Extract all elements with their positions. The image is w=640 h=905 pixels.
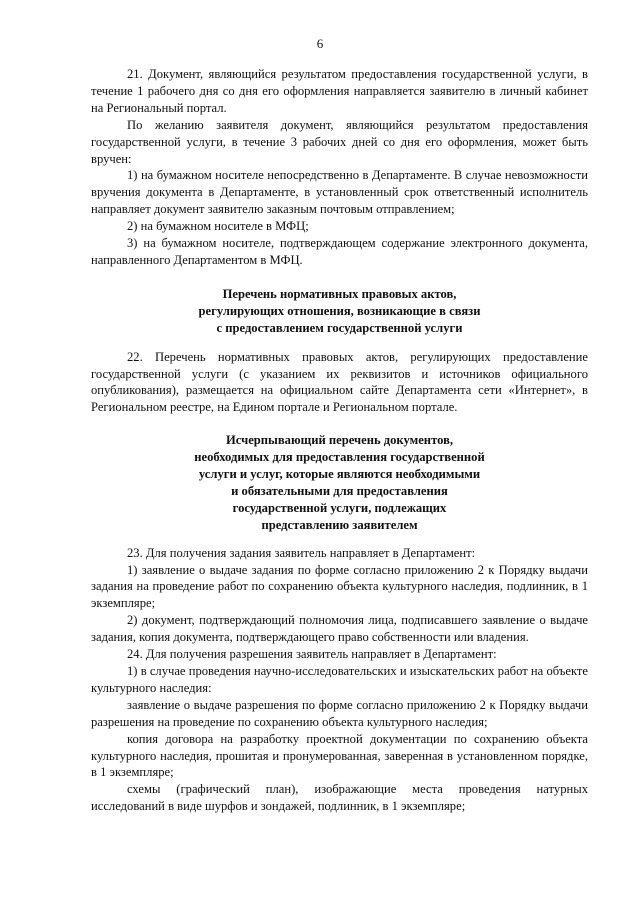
heading-line: регулирующих отношения, возникающие в связи <box>198 303 481 318</box>
list-item-3: 3) на бумажном носителе, подтверждающем содержание электронного документа, направленного Департаментом в МФЦ. <box>91 236 588 267</box>
heading-line: Исчерпывающий перечень документов, <box>225 433 454 448</box>
paragraph-21: 21. Документ, являющийся результатом предоставления государственной услуги, в течение 1 рабочего дня со дня его оформления направляется заявителю в личный кабинет на Региональный портал. <box>91 67 588 115</box>
list-item-23-1: 1) заявление о выдаче задания по форме согласно приложению 2 к Порядку выдачи задания на проведение работ по сохранению объекта культурного наследия, подлинник, в 1 экземпляре; <box>91 562 588 611</box>
section-heading-documents <box>91 432 588 533</box>
paragraph-schemes: схемы (графический план), изображающие места проведения натурных исследований в виде шурфов и зондажей, подлинник, в 1 экземпляре; <box>91 782 588 814</box>
heading-line: услуги и услуг, которые являются необходимыми <box>198 467 481 482</box>
heading-line: с предоставлением государственной услуги <box>216 320 463 335</box>
heading-line: государственной услуги, подлежащих <box>232 500 447 515</box>
paragraph-22: 22. Перечень нормативных правовых актов, регулирующих предоставление государственной услуги (с указанием их реквизитов и источников официального опубликования), размещается на официальном сайте Департамента сети «Интернет», в Региональном реестре, на Едином портале и Региональном портале. <box>91 349 588 415</box>
section-heading-legal-acts <box>91 286 588 337</box>
heading-line: представлению заявителем <box>261 517 418 532</box>
page-number: 6 <box>316 36 324 51</box>
list-item-2: 2) на бумажном носителе в МФЦ; <box>127 219 309 234</box>
paragraph-application: заявление о выдаче разрешения по форме согласно приложению 2 к Порядку выдачи разрешения на проведение по сохранению объекта культурного наследия; <box>91 697 588 729</box>
list-item-24-1: 1) в случае проведения научно-исследовательских и изыскательских работ на объекте культурного наследия: <box>91 664 588 695</box>
paragraph-contract-copy: копия договора на разработку проектной документации по сохранению объекта культурного наследия, прошитая и пронумерованная, заверенная в установленном порядке, в 1 экземпляре; <box>91 731 588 780</box>
heading-line: и обязательными для предоставления <box>231 483 448 498</box>
heading-line: необходимых для предоставления государственной <box>194 450 485 465</box>
document-body <box>91 66 588 815</box>
list-item-23-2: 2) документ, подтверждающий полномочия лица, подписавшего заявление о выдаче задания, копия документа, подтверждающего право собственности или владения. <box>91 613 588 645</box>
paragraph-23: 23. Для получения задания заявитель направляет в Департамент: <box>127 545 476 560</box>
heading-line: Перечень нормативных правовых актов, <box>222 286 457 301</box>
paragraph-24: 24. Для получения разрешения заявитель направляет в Департамент: <box>127 647 497 662</box>
paragraph-delivery-intro: По желанию заявителя документ, являющийся результатом предоставления государственной услуги, в течение 3 рабочих дней со дня его оформления, может быть вручен: <box>91 117 588 166</box>
list-item-1: 1) на бумажном носителе непосредственно в Департаменте. В случае невозможности вручения документа в Департаменте, в установленный срок ответственный исполнитель направляет документ заявителю заказным почтовым отправлением; <box>91 168 588 217</box>
